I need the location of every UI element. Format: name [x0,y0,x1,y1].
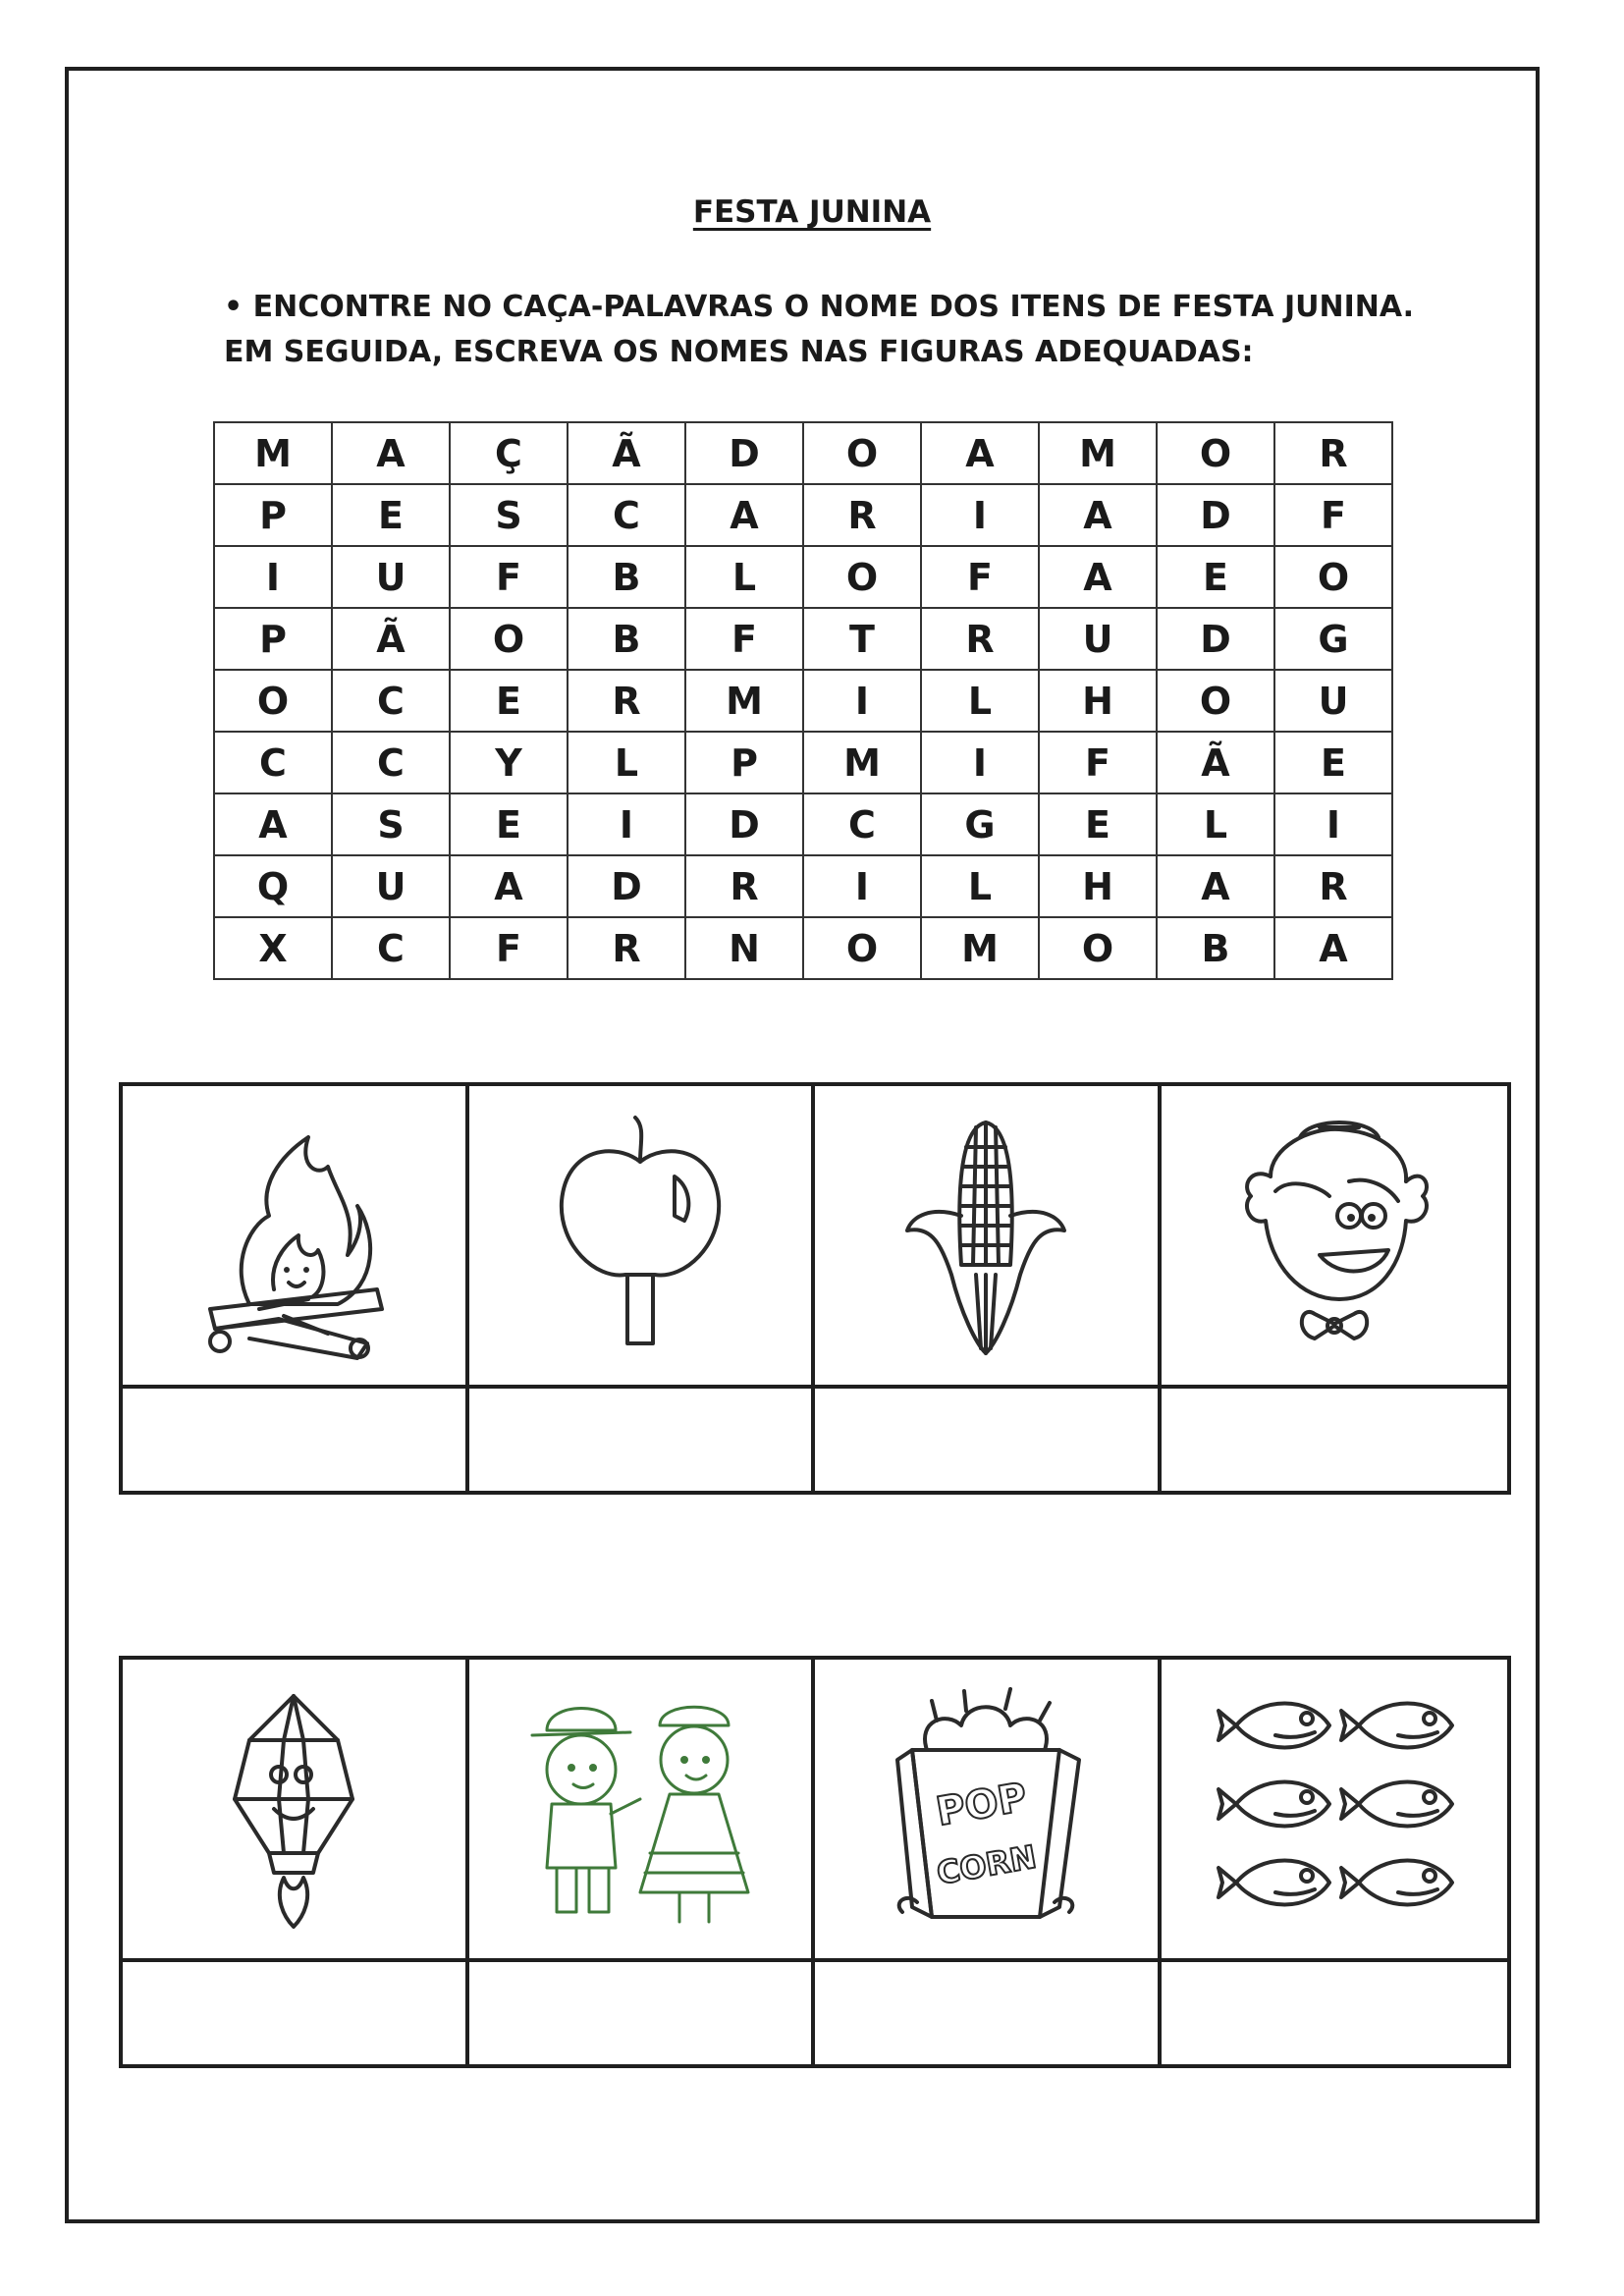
balloon-cell [123,1660,469,1962]
grid-cell[interactable]: O [803,917,921,979]
grid-cell[interactable]: A [1039,546,1157,608]
grid-cell[interactable]: G [1274,608,1392,670]
grid-cell[interactable]: Ã [1157,732,1274,793]
grid-cell[interactable]: Q [214,855,332,917]
popcorn-icon [868,1681,1104,1937]
corn-icon [883,1108,1089,1363]
grid-cell[interactable]: R [568,917,685,979]
grid-cell[interactable]: L [1157,793,1274,855]
fish-eye [1424,1791,1435,1803]
grid-cell[interactable]: O [803,546,921,608]
grid-cell[interactable]: H [1039,670,1157,732]
grid-cell[interactable]: C [332,732,450,793]
grid-cell[interactable]: I [803,855,921,917]
fish-shape [1218,1704,1329,1748]
grid-cell[interactable]: I [568,793,685,855]
grid-row [214,855,1392,917]
grid-cell[interactable]: M [921,917,1039,979]
grid-cell[interactable]: R [1274,855,1392,917]
grid-row [214,670,1392,732]
answer-box-1[interactable] [123,1389,469,1491]
grid-cell[interactable]: N [685,917,803,979]
grid-cell[interactable]: C [332,670,450,732]
grid-cell[interactable]: B [568,608,685,670]
grid-cell[interactable]: U [1274,670,1392,732]
popcorn-corn-text: CORN [934,1837,1040,1892]
popcorn-cell [815,1660,1162,1962]
grid-cell[interactable]: E [450,670,568,732]
grid-cell[interactable]: D [568,855,685,917]
fish-eye [1301,1870,1313,1882]
grid-cell[interactable]: X [214,917,332,979]
grid-cell[interactable]: S [332,793,450,855]
grid-cell[interactable]: O [214,670,332,732]
candy-apple-icon [537,1108,743,1363]
fish-shape [1341,1861,1452,1905]
grid-cell[interactable]: A [1039,484,1157,546]
instruction-line-1: • ENCONTRE NO CAÇA-PALAVRAS O NOME DOS ITENS DE FESTA JUNINA. [224,290,1415,324]
grid-cell[interactable]: O [1157,422,1274,484]
grid-cell[interactable]: E [450,793,568,855]
grid-cell[interactable]: M [685,670,803,732]
fish-cell [1162,1660,1508,1962]
grid-cell[interactable]: R [685,855,803,917]
grid-cell[interactable]: I [1274,793,1392,855]
grid-cell[interactable]: R [568,670,685,732]
grid-cell[interactable]: R [921,608,1039,670]
grid-cell[interactable]: S [450,484,568,546]
grid-cell[interactable]: F [1039,732,1157,793]
grid-cell[interactable]: U [1039,608,1157,670]
bonfire-icon [190,1108,397,1363]
grid-row [214,732,1392,793]
fish-shape [1218,1861,1329,1905]
dancing-couple-cell [469,1660,816,1962]
grid-cell[interactable]: A [685,484,803,546]
grid-cell[interactable]: Ã [332,608,450,670]
bonfire-cell [123,1086,469,1389]
dancing-couple-icon [513,1681,768,1937]
fish-shape [1341,1704,1452,1748]
fish-eye [1424,1870,1435,1882]
grid-cell[interactable]: A [214,793,332,855]
grid-cell[interactable]: A [1274,917,1392,979]
fish-shape [1218,1782,1329,1827]
grid-cell[interactable]: D [1157,608,1274,670]
grid-cell[interactable]: U [332,546,450,608]
popcorn-pop-text: POP [933,1775,1031,1835]
grid-cell[interactable]: Ç [450,422,568,484]
grid-cell[interactable]: A [332,422,450,484]
grid-row [214,422,1392,484]
grid-cell[interactable]: D [685,422,803,484]
grid-cell[interactable]: R [1274,422,1392,484]
grid-cell[interactable]: R [803,484,921,546]
page-title: FESTA JUNINA [692,194,932,230]
fish-eye [1424,1713,1435,1724]
fish-shape [1341,1782,1452,1827]
grid-cell[interactable]: I [921,732,1039,793]
answer-box-5[interactable] [123,1962,469,2064]
grid-cell[interactable]: D [685,793,803,855]
grid-cell[interactable]: C [568,484,685,546]
grid-row [214,546,1392,608]
grid-cell[interactable]: D [1157,484,1274,546]
balloon-icon [190,1681,397,1937]
grid-cell[interactable]: E [1039,793,1157,855]
grid-cell[interactable]: O [1274,546,1392,608]
caipira-boy-cell [1162,1086,1508,1389]
grid-cell[interactable]: E [1274,732,1392,793]
grid-cell[interactable]: I [214,546,332,608]
grid-cell[interactable]: B [568,546,685,608]
grid-cell[interactable]: A [450,855,568,917]
grid-row [214,484,1392,546]
grid-cell[interactable]: O [1039,917,1157,979]
grid-cell[interactable]: F [921,546,1039,608]
answer-box-8[interactable] [1162,1962,1508,2064]
grid-cell[interactable]: O [1157,670,1274,732]
grid-cell[interactable]: L [921,670,1039,732]
grid-cell[interactable]: L [685,546,803,608]
grid-cell[interactable]: E [332,484,450,546]
grid-cell[interactable]: I [803,670,921,732]
grid-cell[interactable]: O [803,422,921,484]
grid-cell[interactable]: F [450,917,568,979]
answer-box-6[interactable] [469,1962,816,2064]
grid-cell[interactable]: L [568,732,685,793]
instructions [224,285,1414,375]
grid-cell[interactable]: E [1157,546,1274,608]
grid-cell[interactable]: O [450,608,568,670]
answer-box-7[interactable] [815,1962,1162,2064]
answer-box-3[interactable] [815,1389,1162,1491]
grid-cell[interactable]: C [803,793,921,855]
grid-cell[interactable]: F [1274,484,1392,546]
grid-cell[interactable]: L [921,855,1039,917]
grid-cell[interactable]: H [1039,855,1157,917]
grid-cell[interactable]: F [450,546,568,608]
grid-cell[interactable]: Y [450,732,568,793]
candy-apple-cell [469,1086,816,1389]
grid-row [214,608,1392,670]
grid-cell[interactable]: M [1039,422,1157,484]
grid-cell[interactable]: P [214,608,332,670]
fish-icon [1207,1681,1462,1937]
picture-row-2 [119,1656,1511,2068]
corn-cell [815,1086,1162,1389]
grid-row [214,917,1392,979]
grid-cell[interactable]: B [1157,917,1274,979]
grid-cell[interactable]: C [214,732,332,793]
fish-eye [1301,1713,1313,1724]
grid-cell[interactable]: F [685,608,803,670]
picture-row-1 [119,1082,1511,1495]
grid-cell[interactable]: U [332,855,450,917]
grid-cell[interactable]: Ã [568,422,685,484]
fish-eye [1301,1791,1313,1803]
grid-cell[interactable]: A [921,422,1039,484]
grid-cell[interactable]: I [921,484,1039,546]
answer-box-4[interactable] [1162,1389,1508,1491]
grid-row [214,793,1392,855]
grid-cell[interactable]: M [803,732,921,793]
grid-cell[interactable]: A [1157,855,1274,917]
answer-box-2[interactable] [469,1389,816,1491]
instruction-line-2: EM SEGUIDA, ESCREVA OS NOMES NAS FIGURAS ADEQUADAS: [224,335,1254,369]
grid-cell[interactable]: M [214,422,332,484]
grid-cell[interactable]: P [214,484,332,546]
grid-cell[interactable]: G [921,793,1039,855]
grid-cell[interactable]: T [803,608,921,670]
word-search-grid [213,421,1393,980]
caipira-boy-icon [1231,1108,1437,1363]
grid-cell[interactable]: C [332,917,450,979]
grid-cell[interactable]: P [685,732,803,793]
